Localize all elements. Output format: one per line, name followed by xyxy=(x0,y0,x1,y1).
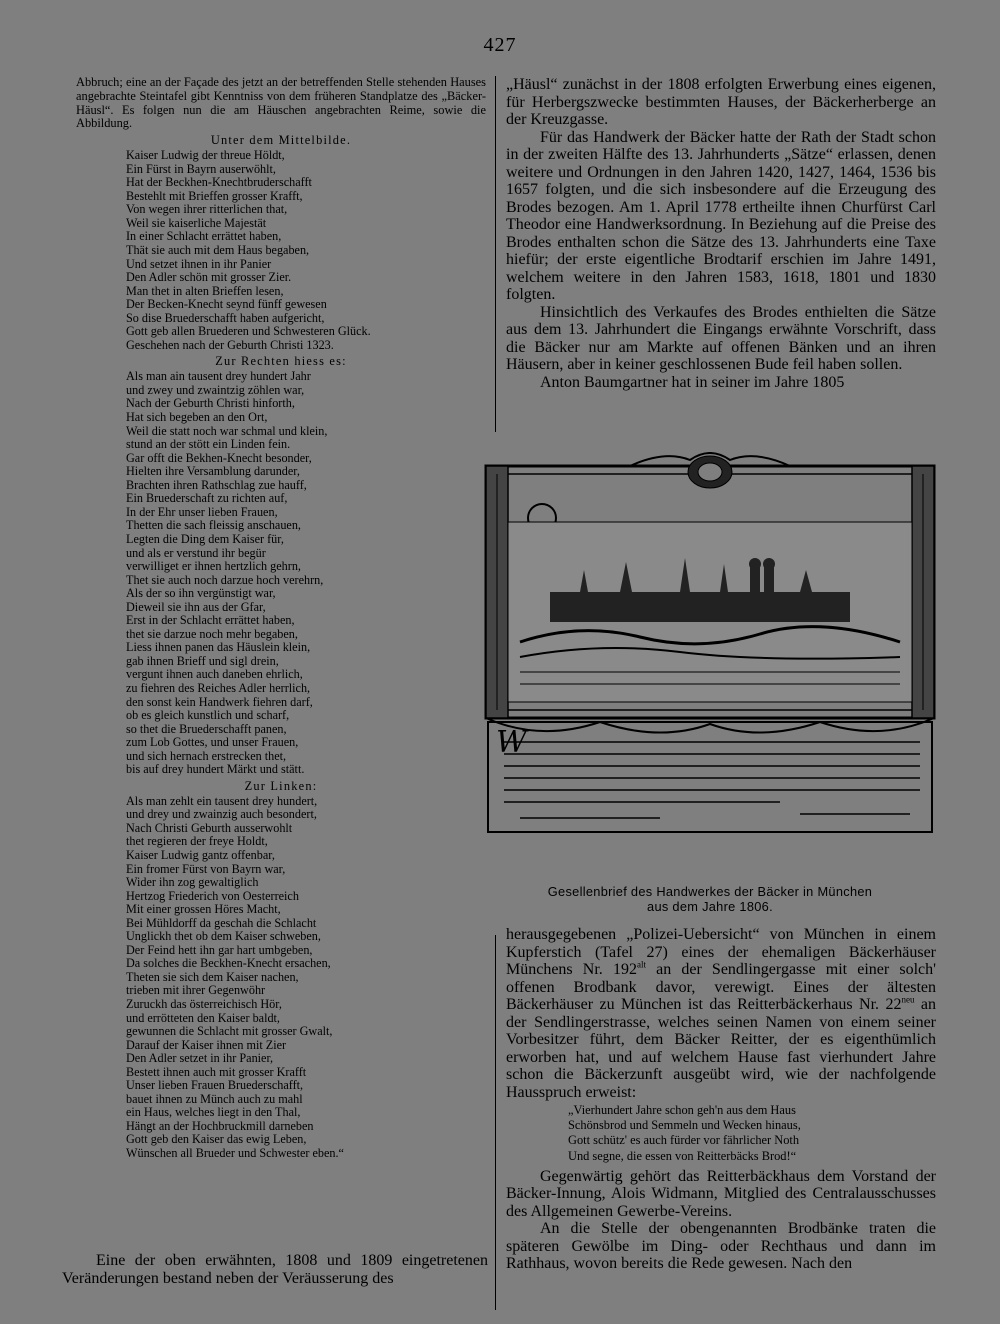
verse-line: Gott schütz' es auch fürder vor fährlicher Noth xyxy=(568,1133,800,1148)
verse-line: Wider ihn zog gewaltiglich xyxy=(126,875,259,890)
page-number: 427 xyxy=(483,34,517,56)
verse-line: Gott geb den Kaiser das ewig Leben, xyxy=(126,1132,307,1147)
verse-line: Dieweil sie ihn aus der Gfar, xyxy=(126,599,266,614)
column-rule xyxy=(495,935,496,1310)
paragraph: Gegenwärtig gehört das Reitterbäckhaus dem Vorstand der Bäcker-Innung, Alois Widmann, Mitglied des Centralausschusses des Allgemeinen Gewerbe-Vereins. xyxy=(506,1167,936,1220)
heading-left: Zur Linken: xyxy=(244,778,318,793)
verse-line: In der Ehr unser lieben Frauen, xyxy=(126,504,278,519)
verse-line: zu fiehren des Reiches Adler herrlich, xyxy=(126,680,311,695)
verse-line: In einer Schlacht errättet haben, xyxy=(126,229,282,244)
verse-line: bis auf drey hundert Märkt und stätt. xyxy=(126,762,305,777)
verse-line: Als der so ihn vergünstigt war, xyxy=(126,586,276,601)
verse-line: So dise Bruederschafft haben aufgericht, xyxy=(126,310,325,325)
gesellenbrief-illustration xyxy=(480,452,940,836)
verse-line: so thet die Bruederschafft panen, xyxy=(126,721,287,736)
caption-line: aus dem Jahre 1806. xyxy=(647,899,773,914)
verse-line: Schönsbrod und Semmeln und Wecken hinaus, xyxy=(568,1118,801,1133)
verse-line: Hielten ihre Versamblung darunder, xyxy=(126,464,300,479)
verse-right xyxy=(76,370,486,776)
verse-line: Hertzog Friederich von Oesterreich xyxy=(126,888,299,903)
verse-line: Erst in der Schlacht errättet haben, xyxy=(126,613,295,628)
house-saying xyxy=(506,1103,936,1164)
verse-line: zum Lob Gottes, und unser Frauen, xyxy=(126,735,299,750)
verse-left xyxy=(76,795,486,1161)
verse-line: „Vierhundert Jahre schon geh'n aus dem Haus xyxy=(568,1103,796,1117)
verse-line: und zwey und zwaintzig zöhlen war, xyxy=(126,382,305,397)
paragraph-part: an der Sendlingergasse mit einer solch' offenen Brodbank davor, verewigt. Eines der ältesten Bäckerhäuser zu München ist das Reitterbäckerhaus Nr. 22 xyxy=(506,961,937,1013)
verse-line: thet sie darzue noch mehr begaben, xyxy=(126,626,298,641)
verse-line: Weil sie kaiserliche Majestät xyxy=(126,215,267,230)
verse-line: bauet ihnen zu Münch auch zu mahl xyxy=(126,1091,303,1106)
verse-line: Kaiser Ludwig gantz offenbar, xyxy=(126,847,275,862)
verse-line: Liess ihnen panen das Häuslein klein, xyxy=(126,640,311,655)
verse-line: Hat sich begeben an den Ort, xyxy=(126,410,268,425)
verse-line: vergunt ihnen auch daneben ehrlich, xyxy=(126,667,303,682)
verse-line: und als er verstund ihr begür xyxy=(126,545,266,560)
verse-line: Hängt an der Hochbruckmill darneben xyxy=(126,1118,314,1133)
verse-line: Ein fromer Fürst von Bayrn war, xyxy=(126,861,286,876)
verse-line: Von wegen ihrer ritterlichen that, xyxy=(126,202,288,217)
paragraph-part: herausgegebenen „Polizei-Uebersicht“ von München in einem Kupferstich (Tafel 27) eines der ehemaligen Bäckerhäuser Münchens Nr. 192 xyxy=(506,926,936,978)
heading-right: Zur Rechten hiess es: xyxy=(215,354,347,369)
paragraph: An die Stelle der obengenannten Brodbänke traten die späteren Gewölbe im Ding- oder Rechthaus und dann im Rathhaus, wovon bereits die Rede gewesen. Nach den xyxy=(506,1220,936,1273)
verse-line: Unser lieben Frauen Bruederschafft, xyxy=(126,1078,304,1093)
verse-line: Bestehlt mit Brieffen grosser Krafft, xyxy=(126,188,303,203)
verse-line: Mit einer grossen Höres Macht, xyxy=(126,902,281,917)
heading-middle: Unter dem Mittelbilde. xyxy=(210,133,352,148)
figure-caption xyxy=(480,884,940,914)
paragraph: Für das Handwerk der Bäcker hatte der Rath der Stadt schon in der zweiten Hälfte des 13. Jahrhunderts „Sätze“ erlassen, denen weitere und Ordnungen in den Jahren 1420, 1427, 1464, 1536 bis 1657 folgten, und die sich insbesondere auf die Erzeugung des Brodes bezogen. Am 1. April 1778 ertheilte ihnen Churfürst Carl Theodor eine Handwerksordnung. In Beziehung auf die Preise des Brodes enthalten schon die Sätze des 13. Jahrhunderts eine Taxe hiefür; der erste eigentliche Brodtarif erschien im Jahre 1491, welchem weitere in den Jahren 1583, 1618, 1801 und 1830 folgten. xyxy=(506,128,936,303)
verse-line: ein Haus, welches liegt in den Thal, xyxy=(126,1105,301,1120)
superscript: neu xyxy=(901,994,915,1005)
verse-line: Nach Christi Geburth ausserwohlt xyxy=(126,820,293,835)
verse-line: thet regieren der freye Holdt, xyxy=(126,834,268,849)
verse-line: und sich hernach erstrecken thet, xyxy=(126,748,287,763)
right-column-lower xyxy=(506,926,936,1273)
paragraph: Eine der oben erwähnten, 1808 und 1809 eingetretenen Veränderungen bestand neben der Veräusserung des xyxy=(62,1252,488,1287)
verse-line: Ein Bruederschaft zu richten auf, xyxy=(126,491,288,506)
verse-line: den sonst kein Handwerk fiehren darf, xyxy=(126,694,313,709)
verse-line: Den Adler schön mit grosser Zier. xyxy=(126,270,292,285)
verse-line: Und setzet ihnen in ihr Panier xyxy=(126,256,272,271)
paragraph: „Häusl“ zunächst in der 1808 erfolgten Erwerbung eines eigenen, für Herbergszwecke bestimmten Hauses, der Bäckerherberge an der Kreuzgasse. xyxy=(506,76,936,128)
verse-line: Bestett ihnen auch mit grosser Krafft xyxy=(126,1064,307,1079)
verse-line: Zuruckh das österreichisch Hör, xyxy=(126,997,282,1011)
superscript: alt xyxy=(636,959,646,970)
verse-line: Brachten ihren Rathschlag zue hauff, xyxy=(126,477,307,492)
paragraph xyxy=(506,926,936,1101)
verse-line: Thet sie auch noch darzue hoch verehrn, xyxy=(126,572,324,587)
verse-line: Der Feind hett ihn gar hart umbgeben, xyxy=(126,942,313,957)
verse-line: Thät sie auch mit dem Haus begaben, xyxy=(126,243,310,258)
verse-line: Darauf der Kaiser ihnen mit Zier xyxy=(126,1037,287,1052)
verse-line: Da solches die Beckhen-Knecht ersachen, xyxy=(126,956,331,971)
bottom-left-paragraph xyxy=(62,1252,488,1288)
verse-line: Kaiser Ludwig der threue Höldt, xyxy=(126,148,285,163)
verse-line: Geschehen nach der Geburth Christi 1323. xyxy=(126,337,334,352)
column-rule xyxy=(495,76,496,432)
caption-line: Gesellenbrief des Handwerkes der Bäcker in München xyxy=(547,884,873,899)
verse-line: Hat der Beckhen-Knechtbruderschafft xyxy=(126,175,312,190)
verse-line: Man thet in alten Brieffen lesen, xyxy=(126,283,284,298)
left-column xyxy=(76,76,486,1161)
verse-line: Theten sie sich dem Kaiser nachen, xyxy=(126,969,299,984)
verse-line: ob es gleich kunstlich und scharf, xyxy=(126,708,290,723)
verse-line: Thetten die sach fleissig anschauen, xyxy=(126,518,301,533)
verse-line: und errötteten den Kaiser baldt, xyxy=(126,1010,280,1025)
verse-middle xyxy=(76,149,486,352)
svg-text:W: W xyxy=(496,725,527,760)
intro-paragraph: Abbruch; eine an der Façade des jetzt an der betreffenden Stelle stehenden Hauses angebrachte Steintafel gibt Kenntniss von dem früheren Standplatze des „Bäcker-Häusl“. Es folgen nun die am Häuschen angebrachten Reime, sowie die Abbildung. xyxy=(76,75,486,131)
verse-line: Wünschen all Brueder und Schwester eben.“ xyxy=(126,1146,344,1161)
verse-line: Legten die Ding dem Kaiser für, xyxy=(126,531,284,546)
verse-line: Gar offt die Bekhen-Knecht besonder, xyxy=(126,450,312,465)
verse-line: Als man ain tausent drey hundert Jahr xyxy=(126,369,311,384)
verse-line: Weil die statt noch war schmal und klein, xyxy=(126,423,328,438)
verse-line: Bei Mühldorff da geschah die Schlacht xyxy=(126,915,317,930)
verse-line: Als man zehlt ein tausent drey hundert, xyxy=(126,793,318,808)
verse-line: Und segne, die essen von Reitterbäcks Brod!“ xyxy=(568,1148,797,1163)
verse-line: und drey und zwainzig auch besondert, xyxy=(126,807,317,822)
verse-line: trieben mit ihrer Gegenwöhr xyxy=(126,983,266,998)
verse-line: gewunnen die Schlacht mit grosser Gwalt, xyxy=(126,1024,333,1039)
paragraph: Anton Baumgartner hat in seiner im Jahre 1805 xyxy=(540,373,845,391)
verse-line: gab ihnen Brieff und sigl drein, xyxy=(126,653,279,668)
verse-line: Ein Fürst in Bayrn auserwöhlt, xyxy=(126,161,276,176)
verse-line: Unglickh thet ob dem Kaiser schweben, xyxy=(126,929,321,944)
right-column-upper xyxy=(506,76,936,391)
verse-line: Den Adler setzet in ihr Panier, xyxy=(126,1051,274,1066)
verse-line: Gott geb allen Bruederen und Schwesteren Glück. xyxy=(126,324,371,339)
verse-line: stund an der stött ein Linden fein. xyxy=(126,437,291,452)
paragraph: Hinsichtlich des Verkaufes des Brodes enthielten die Sätze aus dem 13. Jahrhundert die Eingangs erwähnte Vorschrift, dass die Bäcker nur am Markte auf offenen Bänken und an ihren Häusern, aber in keiner geschlossenen Bude feil haben sollen. xyxy=(506,303,936,373)
verse-line: Nach der Geburth Christi hinforth, xyxy=(126,396,295,411)
paragraph-part: an der Sendlingerstrasse, welches seinen Namen von einem seiner Vorbesitzer führt, dem Bäcker Reitter, der es eigenthümlich erworben hat, und auf welchem Hause fast vierhundert Jahre schon die Bäckerzunft ausgeübt wird, wie der nachfolgende Hausspruch erweist: xyxy=(506,996,936,1101)
verse-line: verwilliget er ihnen hertzlich gehrn, xyxy=(126,559,301,574)
verse-line: Der Becken-Knecht seynd fünff gewesen xyxy=(126,297,327,312)
